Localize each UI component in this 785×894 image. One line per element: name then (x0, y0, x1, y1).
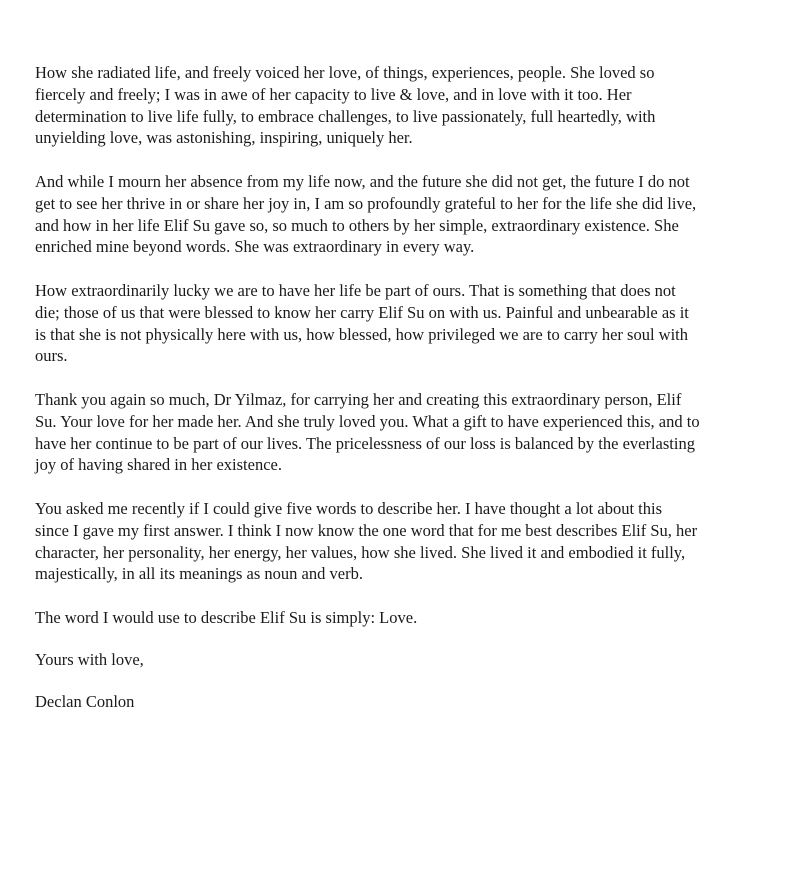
letter-paragraph-2: And while I mourn her absence from my life now, and the future she did not get, the future I do not get to see her thrive in or share her joy in, I am so profoundly grateful to her for the life she did live, and how in her life Elif Su gave so, so much to others by her simple, extraordinary existence. She enriched mine beyond words. She was extraordinary in every way. (35, 171, 697, 257)
letter-paragraph-4: Thank you again so much, Dr Yilmaz, for carrying her and creating this extraordinary person, Elif Su. Your love for her made her. And she truly loved you. What a gift to have experienced this, and to have her continue to be part of our lives. The pricelessness of our loss is balanced by the everlasting joy of having shared in her existence. (35, 389, 700, 475)
letter-paragraph-5: You asked me recently if I could give five words to describe her. I have thought a lot about this since I gave my first answer. I think I now know the one word that for me best describes Elif Su, her character, her personality, her energy, her values, how she lived. She lived it and embodied it fully, majestically, in all its meanings as noun and verb. (35, 498, 698, 584)
letter-paragraph-3: How extraordinarily lucky we are to have her life be part of ours. That is something that does not die; those of us that were blessed to know her carry Elif Su on with us. Painful and unbearable as it is that she is not physically here with us, how blessed, how privileged we are to carry her soul with ours. (35, 280, 689, 366)
letter-paragraph-1: How she radiated life, and freely voiced her love, of things, experiences, people. She loved so fiercely and freely; I was in awe of her capacity to live & love, and in love with it too. Her determination to live life fully, to embrace challenges, to live passionately, full heartedly, with unyielding love, was astonishing, inspiring, uniquely her. (35, 63, 656, 148)
letter-body (35, 62, 700, 712)
letter-signature: Declan Conlon (35, 691, 135, 711)
letter-paragraph-6: The word I would use to describe Elif Su is simply: Love. (35, 607, 418, 627)
letter-closing: Yours with love, (35, 649, 144, 669)
